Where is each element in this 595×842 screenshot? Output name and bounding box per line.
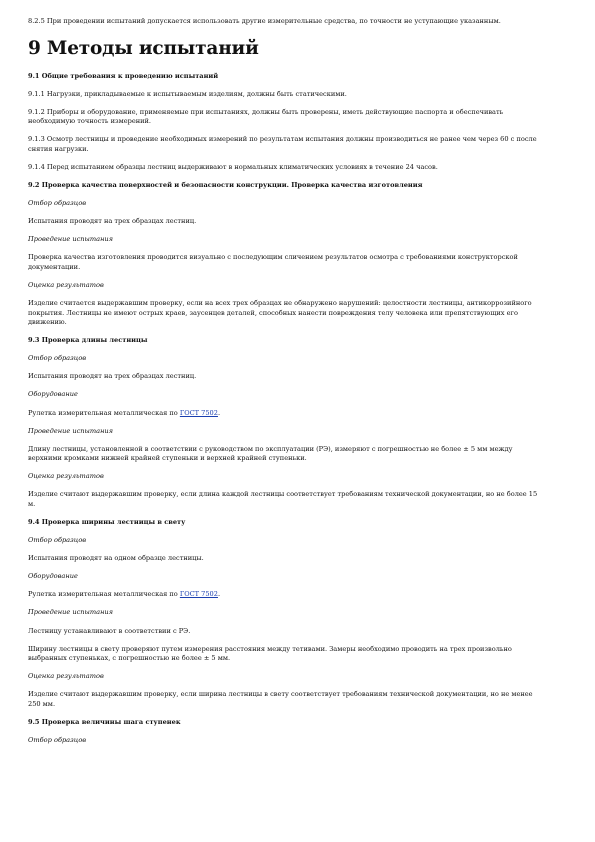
paragraph-sample: Испытания проводят на трех образцах лестниц.	[28, 372, 197, 381]
label-test-procedure: Проведение испытания	[28, 235, 114, 244]
paragraph-test: Ширину лестницы в свету проверяют путем измерения расстояния между тетивами. Замеры необходимо проводить на трех произвольно выбранных ступеньках, с погрешностью не более ± 5 мм.	[28, 644, 512, 663]
paragraph-equipment	[28, 590, 543, 600]
gost-7502-link[interactable]: ГОСТ 7502	[179, 590, 218, 599]
label-sample-selection: Отбор образцов	[28, 199, 87, 208]
paragraph-test: Длину лестницы, установленной в соответствии с руководством по эксплуатации (РЭ), измеряют с погрешностью не более ± 5 мм между верхними кромками нижней крайней ступеньки и верхней крайней ступеньки.	[28, 444, 513, 463]
paragraph-9-1-4: 9.1.4 Перед испытанием образцы лестниц выдерживают в нормальных климатических условиях в течение 24 часов.	[28, 162, 438, 171]
paragraph-9-1-3: 9.1.3 Осмотр лестницы и проведение необходимых измерений по результатам испытания должны производиться не ранее чем через 60 с после снятия нагрузки.	[28, 135, 537, 153]
paragraph-test: Проверка качества изготовления проводится визуально с последующим сличением результатов осмотра с требованиями конструкторской документации.	[28, 253, 518, 271]
paragraph-9-1-2: 9.1.2 Приборы и оборудование, применяемые при испытаниях, должны быть проверены, иметь действующие паспорта и обеспечивать необходимую точность измерений.	[28, 107, 504, 126]
label-equipment: Оборудование	[28, 390, 78, 399]
subheading-9-2: 9.2 Проверка качества поверхностей и безопасности конструкции. Проверка качества изготовления	[28, 180, 423, 189]
equipment-text: Рулетка измерительная металлическая по	[28, 408, 180, 417]
paragraph-8-2-5: 8.2.5 При проведении испытаний допускается использовать другие измерительные средства, по точности не уступающие указанным.	[28, 17, 501, 25]
paragraph-sample: Испытания проводят на трех образцах лестниц.	[28, 217, 197, 226]
label-sample-selection: Отбор образцов	[28, 536, 87, 545]
paragraph-sample: Испытания проводят на одном образце лестницы.	[28, 554, 204, 563]
paragraph-evaluation: Изделие считают выдержавшим проверку, если длина каждой лестницы соответствует требованиям технической документации, но не более 15 м.	[28, 490, 538, 508]
label-result-evaluation: Оценка результатов	[28, 472, 104, 481]
paragraph-9-1-1: 9.1.1 Нагрузки, прикладываемые к испытываемым изделиям, должны быть статическими.	[28, 89, 347, 98]
section-heading-9: 9 Методы испытаний	[28, 37, 259, 59]
paragraph-equipment	[28, 409, 543, 419]
equipment-text-end: .	[217, 590, 221, 599]
subheading-9-5: 9.5 Проверка величины шага ступенек	[28, 717, 181, 726]
subheading-9-3: 9.3 Проверка длины лестницы	[28, 336, 148, 345]
label-test-procedure: Проведение испытания	[28, 426, 114, 435]
equipment-text-end: .	[217, 408, 221, 417]
label-sample-selection: Отбор образцов	[28, 354, 87, 363]
label-sample-selection: Отбор образцов	[28, 736, 87, 744]
label-equipment: Оборудование	[28, 572, 78, 581]
equipment-text: Рулетка измерительная металлическая по	[28, 590, 180, 599]
paragraph-evaluation: Изделие считают выдержавшим проверку, если ширина лестницы в свету соответствует требованиям технической документации, но не менее 250 мм.	[28, 690, 533, 708]
label-result-evaluation: Оценка результатов	[28, 280, 104, 289]
paragraph-evaluation: Изделие считается выдержавшим проверку, если на всех трех образцах не обнаружено нарушений: целостности лестницы, антикоррозийного покрытия. Лестницы не имеют острых краев, заусенцев деталей, способных нанести повреждения телу человека или препятствующих его движению.	[28, 299, 532, 327]
subheading-9-4: 9.4 Проверка ширины лестницы в свету	[28, 517, 186, 526]
label-result-evaluation: Оценка результатов	[28, 672, 104, 681]
label-test-procedure: Проведение испытания	[28, 608, 114, 617]
subheading-9-1: 9.1 Общие требования к проведению испытаний	[28, 71, 219, 80]
gost-7502-link[interactable]: ГОСТ 7502	[179, 408, 218, 417]
paragraph-test-setup: Лестницу устанавливают в соответствии с РЭ.	[28, 626, 191, 635]
